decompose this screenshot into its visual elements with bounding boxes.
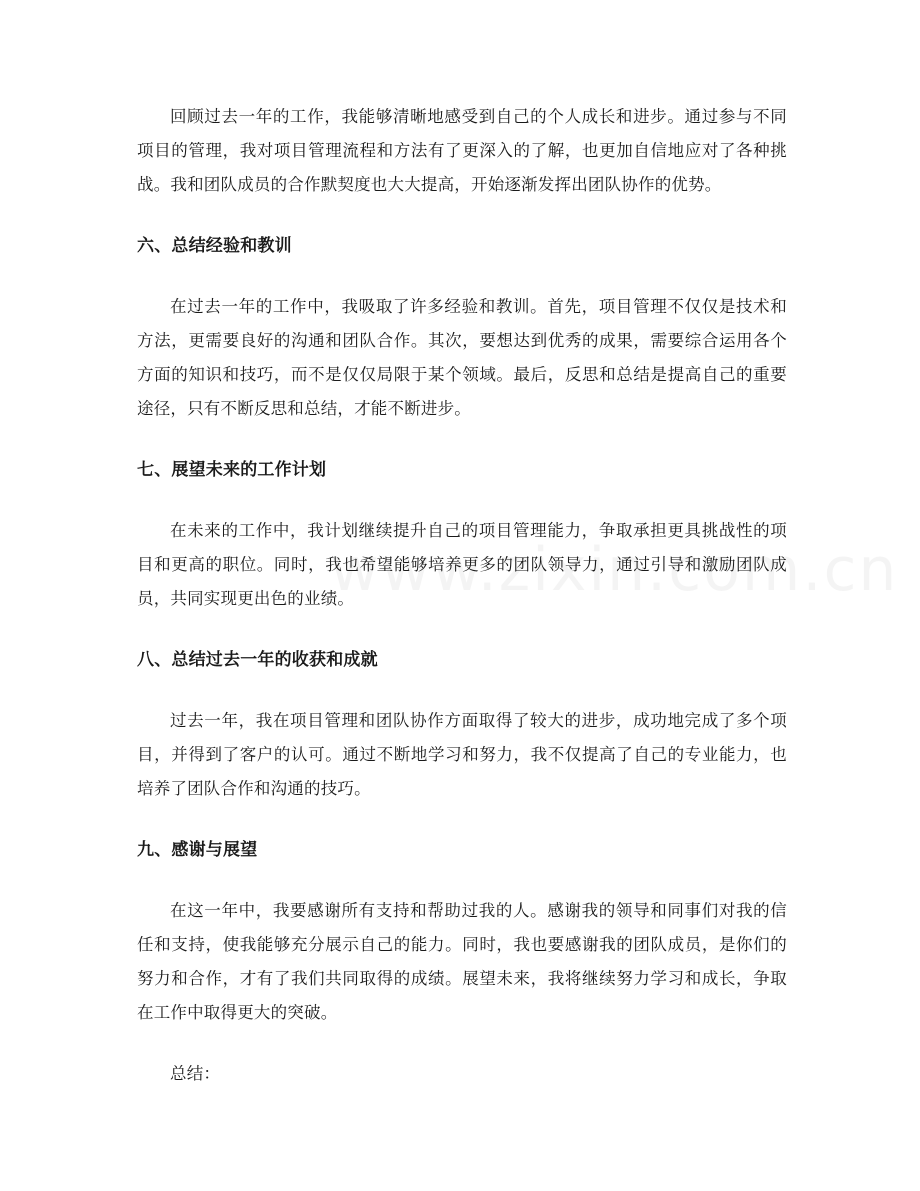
paragraph-intro: 回顾过去一年的工作，我能够清晰地感受到自己的个人成长和进步。通过参与不同项目的管理，我对项目管理流程和方法有了更深入的了解，也更加自信地应对了各种挑战。我和团队成员的合作默契度也大大提高，开始逐渐发挥出团队协作的优势。	[137, 107, 787, 194]
paragraph-summary-label: 总结：	[170, 1064, 221, 1083]
paragraph-section-6: 在过去一年的工作中，我吸取了许多经验和教训。首先，项目管理不仅仅是技术和方法，更需要良好的沟通和团队合作。其次，要想达到优秀的成果，需要综合运用各个方面的知识和技巧，而不是仅仅局限于某个领域。最后，反思和总结是提高自己的重要途径，只有不断反思和总结，才能不断进步。	[137, 297, 787, 418]
heading-section-8: 八、总结过去一年的收获和成就	[137, 650, 378, 670]
heading-section-7: 七、展望未来的工作计划	[137, 460, 327, 480]
heading-section-6: 六、总结经验和教训	[137, 236, 292, 256]
document-body	[137, 100, 787, 1091]
paragraph-section-8: 过去一年，我在项目管理和团队协作方面取得了较大的进步，成功地完成了多个项目，并得到了客户的认可。通过不断地学习和努力，我不仅提高了自己的专业能力，也培养了团队合作和沟通的技巧。	[137, 711, 787, 798]
heading-section-9: 九、感谢与展望	[137, 840, 258, 860]
paragraph-section-7: 在未来的工作中，我计划继续提升自己的项目管理能力，争取承担更具挑战性的项目和更高的职位。同时，我也希望能够培养更多的团队领导力，通过引导和激励团队成员，共同实现更出色的业绩。	[137, 521, 787, 608]
paragraph-section-9: 在这一年中，我要感谢所有支持和帮助过我的人。感谢我的领导和同事们对我的信任和支持，使我能够充分展示自己的能力。同时，我也要感谢我的团队成员，是你们的努力和合作，才有了我们共同取得的成绩。展望未来，我将继续努力学习和成长，争取在工作中取得更大的突破。	[137, 901, 787, 1022]
